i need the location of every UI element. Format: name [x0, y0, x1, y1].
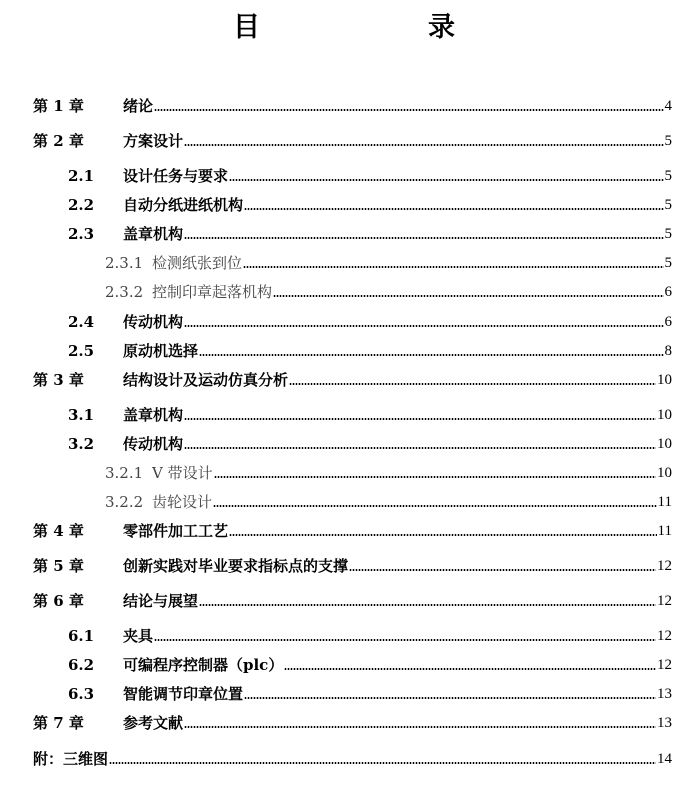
dot-leader [184, 726, 656, 728]
dot-leader [289, 383, 656, 385]
dot-leader [349, 569, 656, 571]
toc-entry-number: 2.5 [68, 342, 95, 360]
toc-entry-section-6-1[interactable] [0, 623, 688, 649]
toc-entry-subsection-2-3-2[interactable] [0, 279, 688, 305]
dot-leader [244, 208, 663, 210]
toc-entry-number: 第 4 章 [33, 522, 84, 540]
dot-leader [184, 144, 663, 146]
toc-entry-subsection-2-3-1[interactable] [0, 250, 688, 276]
toc-entry-number: 第 1 章 [33, 97, 84, 115]
toc-entry-number: 第 3 章 [33, 371, 84, 389]
toc-entry-page: 14 [657, 751, 672, 767]
toc-entry-number: 3.2.2 [105, 493, 144, 511]
toc-entry-page: 6 [664, 314, 672, 330]
toc-entry-title: 传动机构 [123, 313, 184, 331]
toc-entry-title: 智能调节印章位置 [123, 685, 244, 703]
toc-entry-title: 可编程序控制器（plc） [123, 656, 284, 674]
toc-entry-chapter-2[interactable] [0, 128, 688, 154]
toc-entry-section-3-1[interactable] [0, 402, 688, 428]
toc-entry-page: 10 [657, 372, 672, 388]
toc-entry-number: 2.3.2 [105, 283, 144, 301]
toc-entry-title: 传动机构 [123, 435, 184, 453]
toc-entry-chapter-7[interactable] [0, 710, 688, 736]
toc-entry-title: 盖章机构 [123, 406, 184, 424]
toc-entry-section-2-1[interactable] [0, 163, 688, 189]
toc-entry-number: 6.3 [68, 685, 95, 703]
dot-leader [109, 762, 656, 764]
toc-entry-number: 2.3 [68, 225, 95, 243]
dot-leader [244, 697, 656, 699]
toc-entry-title: 附：三维图 [33, 750, 109, 768]
dot-leader [199, 604, 656, 606]
toc-entry-number: 6.1 [68, 627, 95, 645]
dot-leader [184, 325, 663, 327]
toc-entry-page: 12 [657, 558, 672, 574]
toc-entry-page: 10 [657, 465, 672, 481]
toc-entry-title: 结构设计及运动仿真分析 [123, 371, 289, 389]
toc-entry-title: 设计任务与要求 [123, 167, 229, 185]
toc-entry-title: 检测纸张到位 [152, 254, 243, 272]
toc-entry-page: 10 [657, 436, 672, 452]
toc-entry-number: 第 7 章 [33, 714, 84, 732]
toc-entry-appendix[interactable] [0, 746, 688, 772]
toc-entry-page: 13 [657, 715, 672, 731]
toc-entry-page: 5 [664, 255, 672, 271]
dot-leader [184, 447, 656, 449]
toc-entry-page: 10 [657, 407, 672, 423]
toc-entry-chapter-3[interactable] [0, 367, 688, 393]
toc-entry-title: 夹具 [123, 627, 154, 645]
dot-leader [154, 639, 656, 641]
dot-leader [184, 237, 663, 239]
toc-entry-section-2-2[interactable] [0, 192, 688, 218]
dot-leader [154, 109, 663, 111]
toc-entry-page: 4 [664, 98, 672, 114]
dot-leader [273, 295, 663, 297]
toc-entry-number: 6.2 [68, 656, 95, 674]
toc-entry-title: 齿轮设计 [152, 493, 213, 511]
toc-entry-number: 第 5 章 [33, 557, 84, 575]
toc-entry-number: 2.2 [68, 196, 95, 214]
toc-entry-section-6-3[interactable] [0, 681, 688, 707]
page-title: 目 录 [233, 12, 493, 43]
toc-entry-section-6-2[interactable] [0, 652, 688, 678]
toc-entry-page: 5 [664, 226, 672, 242]
dot-leader [284, 668, 656, 670]
toc-entry-chapter-1[interactable] [0, 93, 688, 119]
toc-entry-title: 方案设计 [123, 132, 184, 150]
toc-entry-page: 5 [664, 197, 672, 213]
toc-entry-section-2-3[interactable] [0, 221, 688, 247]
toc-entry-section-3-2[interactable] [0, 431, 688, 457]
toc-entry-page: 12 [657, 628, 672, 644]
toc-entry-chapter-6[interactable] [0, 588, 688, 614]
toc-entry-page: 12 [657, 593, 672, 609]
dot-leader [229, 534, 657, 536]
dot-leader [199, 354, 663, 356]
toc-entry-title: 自动分纸进纸机构 [123, 196, 244, 214]
toc-entry-number: 3.2 [68, 435, 95, 453]
toc-entry-subsection-3-2-2[interactable] [0, 489, 688, 515]
toc-entry-page: 5 [664, 168, 672, 184]
toc-entry-title: 盖章机构 [123, 225, 184, 243]
toc-entry-title: 原动机选择 [123, 342, 199, 360]
toc-entry-number: 第 6 章 [33, 592, 84, 610]
toc-entry-page: 5 [664, 133, 672, 149]
toc-entry-number: 2.3.1 [105, 254, 144, 272]
dot-leader [243, 266, 663, 268]
toc-entry-title: 结论与展望 [123, 592, 199, 610]
toc-entry-section-2-4[interactable] [0, 309, 688, 335]
toc-entry-title: 零部件加工工艺 [123, 522, 229, 540]
toc-entry-number: 2.4 [68, 313, 95, 331]
toc-entry-title: 控制印章起落机构 [152, 283, 273, 301]
toc-entry-number: 3.2.1 [105, 464, 144, 482]
toc-entry-page: 11 [657, 523, 672, 539]
toc-entry-title: 创新实践对毕业要求指标点的支撑 [123, 557, 349, 575]
toc-entry-chapter-4[interactable] [0, 518, 688, 544]
dot-leader [184, 418, 656, 420]
toc-entry-title: 参考文献 [123, 714, 184, 732]
toc-entry-title: 绪论 [123, 97, 154, 115]
dot-leader [214, 476, 656, 478]
dot-leader [213, 505, 657, 507]
toc-entry-number: 2.1 [68, 167, 95, 185]
dot-leader [229, 179, 663, 181]
toc-entry-page: 13 [657, 686, 672, 702]
toc-entry-chapter-5[interactable] [0, 553, 688, 579]
toc-entry-section-2-5[interactable] [0, 338, 688, 364]
toc-entry-number: 第 2 章 [33, 132, 84, 150]
toc-entry-number: 3.1 [68, 406, 95, 424]
toc-entry-page: 12 [657, 657, 672, 673]
toc-entry-title: V 带设计 [152, 464, 213, 482]
toc-entry-subsection-3-2-1[interactable] [0, 460, 688, 486]
toc-entry-page: 8 [664, 343, 672, 359]
toc-entry-page: 11 [657, 494, 672, 510]
toc-entry-page: 6 [664, 284, 672, 300]
